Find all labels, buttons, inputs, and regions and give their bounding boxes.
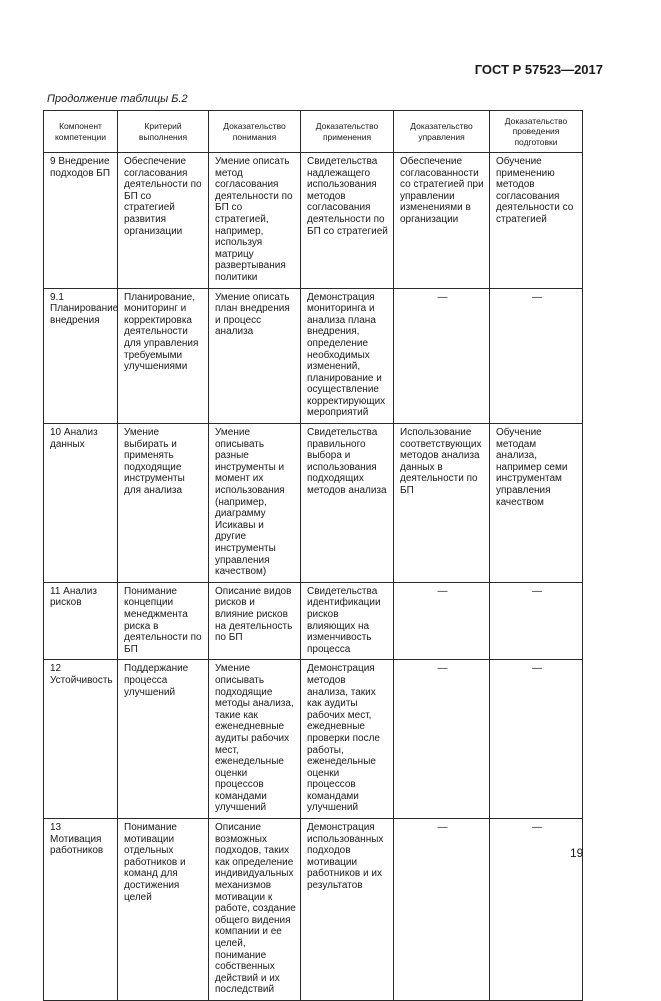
header-management: Доказательство управления	[394, 111, 490, 153]
table-cell: Демонстрация использованных подходов мотивации работников и их результатов	[301, 819, 394, 1001]
table-cell: Умение описывать разные инструменты и момент их использования (например, диаграмму Исикавы и другие инструменты управления качеством)	[209, 424, 301, 583]
competence-table	[43, 110, 583, 1001]
table-cell: Понимание концепции менеджмента риска в деятельности по БП	[118, 582, 209, 660]
table-cell: —	[394, 582, 490, 660]
table-cell: Использование соответствующих методов анализа данных в деятельности по БП	[394, 424, 490, 583]
header-component: Компонент компетенции	[44, 111, 118, 153]
table-cell: Обучение методам анализа, например семи инструментам управления качеством	[490, 424, 583, 583]
table-cell: 10 Анализ данных	[44, 424, 118, 583]
header-criterion: Критерий выполнения	[118, 111, 209, 153]
table-cell: Обеспечение согласования деятельности по БП со стратегией развития организации	[118, 153, 209, 289]
table-cell: Умение описывать подходящие методы анализа, такие как еженедневные аудиты рабочих мест, еженедельные оценки процессов командами улучшений	[209, 660, 301, 819]
table-cell: Умение описать метод согласования деятельности по БП со стратегией, например, используя матрицу развертывания политики	[209, 153, 301, 289]
table-caption: Продолжение таблицы Б.2	[47, 93, 188, 105]
standard-designation: ГОСТ Р 57523—2017	[474, 62, 603, 77]
table-row	[44, 819, 583, 1001]
header-understanding: Доказательство понимания	[209, 111, 301, 153]
header-training: Доказательство проведения подготовки	[490, 111, 583, 153]
table-cell: Свидетельства правильного выбора и использования подходящих методов анализа	[301, 424, 394, 583]
table-cell: Описание возможных подходов, таких как определение индивидуальных механизмов мотивации к работе, создание общего видения компании и ее целей, понимание собственных действий и их последствий	[209, 819, 301, 1001]
table-cell: Описание видов рисков и влияние рисков на деятельность по БП	[209, 582, 301, 660]
table-header-row	[44, 111, 583, 153]
table-cell: 13 Мотивация работников	[44, 819, 118, 1001]
table-row	[44, 424, 583, 583]
table-cell: Поддержание процесса улучшений	[118, 660, 209, 819]
table-cell: Планирование, мониторинг и корректировка деятельности для управления требуемыми улучшениями	[118, 288, 209, 424]
table-row	[44, 660, 583, 819]
table-cell: Демонстрация методов анализа, таких как аудиты рабочих мест, ежедневные проверки после работы, еженедельные оценки процессов командами улучшений	[301, 660, 394, 819]
table-cell: —	[394, 819, 490, 1001]
table-cell: Обучение применению методов согласования деятельности со стратегией	[490, 153, 583, 289]
table-cell: 12 Устойчивость	[44, 660, 118, 819]
table-cell: Свидетельства надлежащего использования методов согласования деятельности по БП со стратегией	[301, 153, 394, 289]
table-row	[44, 153, 583, 289]
table-cell: 11 Анализ рисков	[44, 582, 118, 660]
table-cell: Обеспечение согласованности со стратегией при управлении изменениями в организации	[394, 153, 490, 289]
header-application: Доказательство применения	[301, 111, 394, 153]
table-cell: —	[394, 660, 490, 819]
table-cell: —	[394, 288, 490, 424]
table-cell: Свидетельства идентификации рисков влияющих на изменчивость процесса	[301, 582, 394, 660]
page-number: 19	[570, 846, 584, 860]
table-cell: —	[490, 660, 583, 819]
table-cell: Понимание мотивации отдельных работников и команд для достижения целей	[118, 819, 209, 1001]
table-row	[44, 582, 583, 660]
table-cell: —	[490, 288, 583, 424]
table-cell: 9 Внедрение подходов БП	[44, 153, 118, 289]
table-row	[44, 288, 583, 424]
table-cell: Умение выбирать и применять подходящие инструменты для анализа	[118, 424, 209, 583]
table-cell: —	[490, 582, 583, 660]
table-cell: —	[490, 819, 583, 1001]
table-cell: 9.1 Планирование внедрения	[44, 288, 118, 424]
table-cell: Умение описать план внедрения и процесс анализа	[209, 288, 301, 424]
table-cell: Демонстрация мониторинга и анализа плана внедрения, определение необходимых изменений, планирование и осуществление корректирующих мероприятий	[301, 288, 394, 424]
